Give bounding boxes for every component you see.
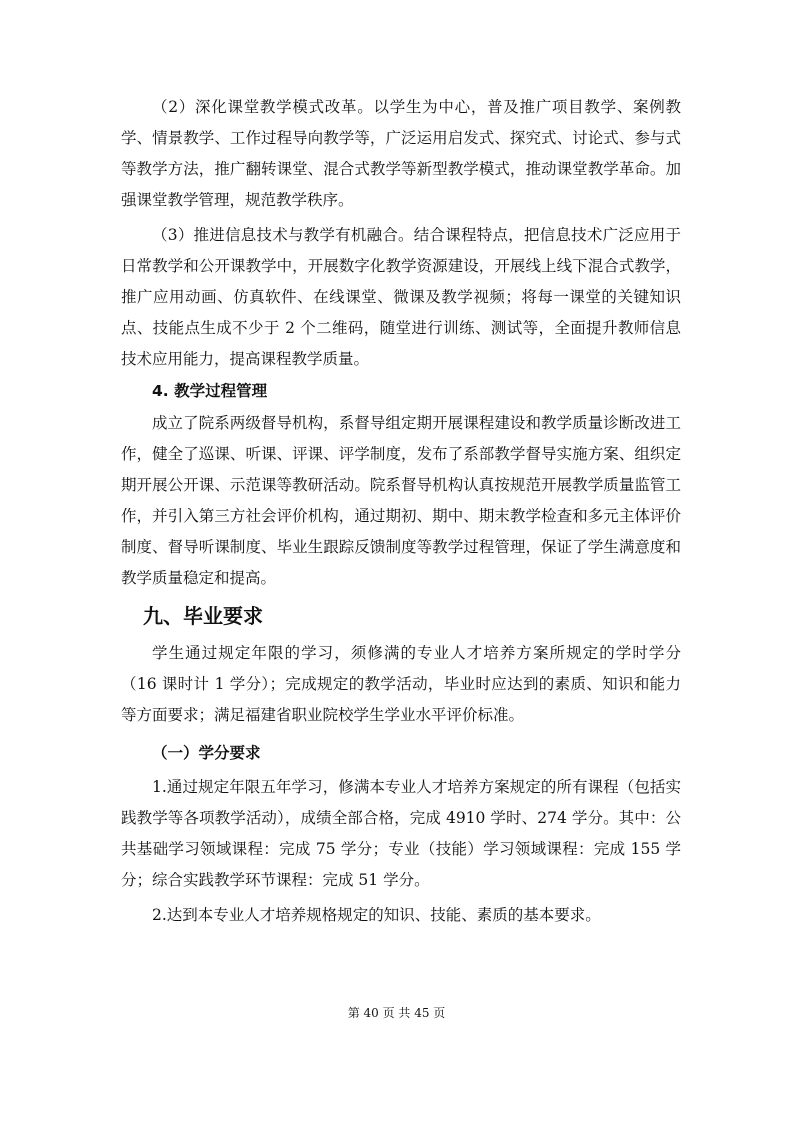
paragraph-teaching-mode-reform: （2）深化课堂教学模式改革。以学生为中心，普及推广项目教学、案例教学、情景教学、工作过程导向教学等，广泛运用启发式、探究式、讨论式、参与式等教学方法，推广翻转课堂、混合式教学等新型教学模式，推动课堂教学革命。加强课堂教学管理，规范教学秩序。	[121, 98, 681, 209]
page-content	[121, 92, 681, 931]
paragraph-graduation-intro: 学生通过规定年限的学习，须修满的专业人才培养方案所规定的学时学分（16 课时计 1 学分）；完成规定的教学活动，毕业时应达到的素质、知识和能力等方面要求；满足福建省职业院校学生学业水平评价标准。	[121, 644, 681, 724]
heading-credit-requirements: （一）学分要求	[152, 744, 261, 762]
credit-requirement-item-1: 1.通过规定年限五年学习，修满本专业人才培养方案规定的所有课程（包括实践教学等各项教学活动），成绩全部合格，完成 4910 学时、274 学分。其中：公共基础学习领域课程：完成 75 学分；专业（技能）学习领域课程：完成 155 学分；综合实践教学环节课程：完成 51 学分。	[121, 778, 681, 889]
heading-graduation-requirements: 九、毕业要求	[143, 604, 263, 628]
heading-teaching-process-management: 4. 教学过程管理	[152, 382, 268, 400]
credit-requirement-item-2: 2.达到本专业人才培养规格规定的知识、技能、素质的基本要求。	[152, 906, 601, 924]
paragraph-teaching-process-management: 成立了院系两级督导机构，系督导组定期开展课程建设和教学质量诊断改进工作，健全了巡课、听课、评课、评学制度，发布了系部教学督导实施方案、组织定期开展公开课、示范课等教研活动。院系督导机构认真按规范开展教学质量监管工作，并引入第三方社会评价机构，通过期初、期中、期末教学检查和多元主体评价制度、督导听课制度、毕业生跟踪反馈制度等教学过程管理，保证了学生满意度和教学质量稳定和提高。	[121, 414, 681, 587]
page-number-footer: 第 40 页 共 45 页	[347, 1006, 446, 1020]
paragraph-it-integration: （3）推进信息技术与教学有机融合。结合课程特点，把信息技术广泛应用于日常教学和公开课教学中，开展数字化教学资源建设，开展线上线下混合式教学，推广应用动画、仿真软件、在线课堂、微课及教学视频；将每一课堂的关键知识点、技能点生成不少于 2 个二维码，随堂进行训练、测试等，全面提升教师信息技术应用能力，提高课程教学质量。	[121, 226, 681, 368]
